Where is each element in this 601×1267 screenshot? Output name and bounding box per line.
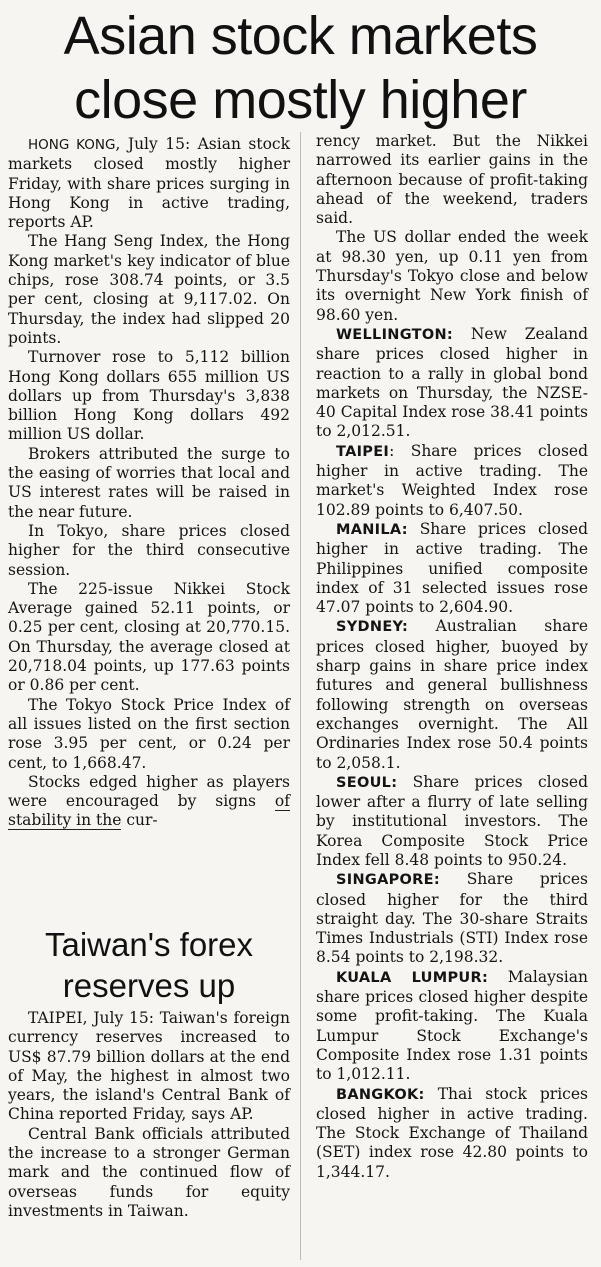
paragraph-text: Thai stock prices closed higher in active trading. The Stock Exchange of Thailand (SET) index rose 42.80 points to 1,344.17.: [316, 1084, 588, 1181]
right-column: [316, 132, 588, 1182]
paragraph: The US dollar ended the week at 98.30 yen, up 0.11 yen from Thursday's Tokyo close and below its overnight New York finish of 98.60 yen.: [316, 228, 588, 324]
paragraph: Brokers attributed the surge to the easing of worries that local and US interest rates will be raised in the near future.: [8, 444, 290, 521]
main-headline-line-2: close mostly higher: [74, 70, 527, 130]
paragraph-text: Share prices closed higher in active trading. The Philippines unified composite index of 31 selected issues rose 47.07 points to 2,604.90.: [316, 519, 588, 617]
dateline: KUALA LUMPUR:: [336, 969, 489, 986]
dateline: SEOUL:: [336, 774, 398, 791]
paragraph: Central Bank officials attributed the increase to a stronger German mark and the continued flow of overseas funds for equity investments in Taiwan.: [8, 1124, 290, 1220]
paragraph: The 225-issue Nikkei Stock Average gained 52.11 points, or 0.25 per cent, closing at 20,770.15. On Thursday, the average closed at 20,718.04 points, up 177.63 points or 0.86 per cent.: [8, 579, 290, 695]
paragraph-text: Share prices closed higher for the third straight day. The 30-share Straits Times Industrials (STI) Index rose 8.54 points to 2,198.32.: [316, 870, 588, 967]
sub-headline: [8, 924, 290, 1006]
dateline: WELLINGTON:: [336, 326, 454, 343]
paragraph: [316, 1085, 588, 1182]
dateline: SYDNEY:: [336, 619, 409, 636]
main-headline: [0, 4, 601, 132]
taiwan-story: [8, 1009, 290, 1221]
paragraph: [8, 135, 290, 232]
paragraph-text: Malaysian share prices closed higher despite some profit-taking. The Kuala Lumpur Stock Exchange's Composite Index rose 1.31 points to 1,012.11.: [316, 967, 588, 1084]
paragraph: The Hang Seng Index, the Hong Kong market's key indicator of blue chips, rose 308.74 points, or 3.5 per cent, closing at 9,117.02. On Thursday, the index had slipped 20 points.: [8, 232, 290, 347]
paragraph: [316, 773, 588, 870]
paragraph: In Tokyo, share prices closed higher for the third consecutive session.: [8, 521, 290, 579]
paragraph: TAIPEI, July 15: Taiwan's foreign currency reserves increased to US$ 87.79 billion dollars at the end of May, the highest in almost two years, the island's Central Bank of China reported Friday, says AP.: [8, 1009, 290, 1124]
dateline: TAIPEI: [336, 443, 390, 460]
paragraph: [316, 870, 588, 967]
paragraph-text: Stocks edged higher as players were encouraged by signs: [8, 772, 290, 811]
paragraph: [316, 325, 588, 442]
paragraph-text: , July 15: Asian stock markets closed mostly higher Friday, with share prices surging in Hong Kong in active trading, reports AP.: [8, 135, 290, 232]
left-column: [8, 135, 290, 831]
sub-headline-line-1: Taiwan's forex: [44, 926, 254, 963]
paragraph: The Tokyo Stock Price Index of all issues listed on the first section rose 3.95 per cent, or 0.24 per cent, to 1,668.47.: [8, 695, 290, 772]
paragraph: Turnover rose to 5,112 billion Hong Kong dollars 655 million US dollars up from Thursday's 3,838 billion Hong Kong dollars 492 million US dollar.: [8, 348, 290, 444]
column-divider: [300, 132, 301, 1260]
main-headline-line-1: Asian stock markets: [63, 6, 538, 66]
dateline: HONG KONG: [28, 137, 116, 153]
paragraph: [316, 442, 588, 520]
paragraph-text: Australian share prices closed higher, buoyed by sharp gains in share price index futures and general bullishness following strength on overseas exchanges overnight. The All Ordinaries Index rose 50.4 points to 2,058.1.: [316, 617, 588, 772]
paragraph-text: Share prices closed lower after a flurry of late selling by institutional investors. The Korea Composite Stock Price Index fell 8.48 points to 950.24.: [316, 772, 588, 869]
paragraph: [316, 617, 588, 772]
paragraph: [8, 773, 290, 831]
dateline: MANILA:: [336, 521, 408, 538]
underlined-text: of stability in the: [8, 792, 290, 830]
dateline: SINGAPORE:: [336, 872, 440, 889]
paragraph: [316, 520, 588, 617]
paragraph: rency market. But the Nikkei narrowed its earlier gains in the afternoon because of profit-taking ahead of the weekend, traders said.: [316, 132, 588, 228]
sub-headline-line-2: reserves up: [62, 967, 236, 1004]
dateline: BANGKOK:: [336, 1086, 425, 1103]
paragraph: [316, 968, 588, 1085]
paragraph-text: New Zealand share prices closed higher in reaction to a rally in global bond markets on Thursday, the NZSE-40 Capital Index rose 38.41 points to 2,012.51.: [316, 324, 588, 441]
paragraph-text: cur-: [121, 811, 158, 830]
paragraph-text: : Share prices closed higher in active trading. The market's Weighted Index rose 102.89 points to 6,407.50.: [316, 441, 588, 519]
